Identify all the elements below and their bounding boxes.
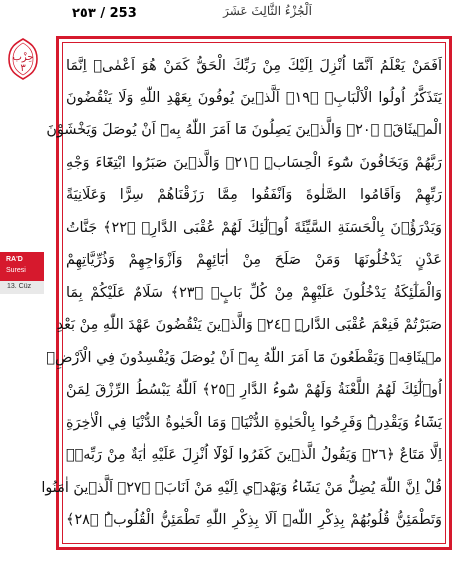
text-line-10: م۪يثَاقِه۪ وَيَقْطَعُونَ مَٓا اَمَرَ اللّٰهُ بِه۪ٓ اَنْ يُوصَلَ وَيُفْسِدُونَ فِي الْاَرْضِۙ [46, 350, 442, 366]
text-line-1: اَفَمَنْ يَعْلَمُ اَنَّمَٓا اُنْزِلَ اِلَيْكَ مِنْ رَبِّكَ الْحَقُّ كَمَنْ هُوَ اَعْمٰىۜ اِنَّمَا [66, 58, 442, 74]
juz-header: اَلْجُزْءُ الثَّالِثَ عَشَرَ [223, 4, 312, 18]
text-line-12: يَشَٓاءُ وَيَقْدِرُۜ وَفَرِحُوا بِالْحَيٰوةِ الدُّنْيَاۜ وَمَا الْحَيٰوةُ الدُّنْيَا فِي الْاٰخِرَةِ [66, 415, 442, 431]
text-line-3: الْم۪يثَاقَۙ ﴿٢٠﴾ وَالَّذ۪ينَ يَصِلُونَ مَٓا اَمَرَ اللّٰهُ بِه۪ٓ اَنْ يُوصَلَ وَيَخْشَوْنَ [46, 122, 442, 138]
hizb-label: حِزْب ٣ [12, 52, 34, 74]
juz-label: 13. Cüz [7, 283, 32, 290]
quran-text-block [41, 50, 442, 538]
surah-subtitle: Suresi [6, 267, 26, 274]
text-line-4: رَبَّهُمْ وَيَخَافُونَ سُٓوءَ الْحِسَابِۜ ﴿٢١﴾ وَالَّذ۪ينَ صَبَرُوا ابْتِغَٓاءَ وَجْهِ [66, 155, 442, 171]
text-line-5: رَبِّهِمْ وَاَقَامُوا الصَّلٰوةَ وَاَنْفَقُوا مِمَّا رَزَقْنَاهُمْ سِرًّا وَعَلَانِيَةً [66, 187, 442, 203]
text-line-2: يَتَذَكَّرُ اُولُوا الْاَلْبَابِۙ ﴿١٩﴾ اَلَّذ۪ينَ يُوفُونَ بِعَهْدِ اللّٰهِ وَلَا يَنْقُضُونَ [66, 90, 442, 106]
text-line-15: وَتَطْمَئِنُّ قُلُوبُهُمْ بِذِكْرِ اللّٰهِۜ اَلَا بِذِكْرِ اللّٰهِ تَطْمَئِنُّ الْقُلُوبُۜ ﴿٢٨﴾ [66, 512, 442, 528]
page-number: ٢٥٣ / 253 [72, 6, 137, 21]
text-line-13: اِلَّا مَتَاعٌ ﴿٢٦﴾ وَيَقُولُ الَّذ۪ينَ كَفَرُوا لَوْلَٓا اُنْزِلَ عَلَيْهِ اٰيَةٌ مِنْ رَبِّه۪ۜ [66, 447, 442, 463]
text-line-8: وَالْمَلٰٓئِكَةُ يَدْخُلُونَ عَلَيْهِمْ مِنْ كُلِّ بَابٍۚ ﴿٢٣﴾ سَلَامٌ عَلَيْكُمْ بِمَا [66, 285, 442, 301]
text-line-9: صَبَرْتُمْ فَنِعْمَ عُقْبَى الدَّارِۜ ﴿٢٤﴾ وَالَّذ۪ينَ يَنْقُضُونَ عَهْدَ اللّٰهِ مِنْ بَعْدِ [56, 317, 442, 333]
text-line-11: اُو۬لٰٓئِكَ لَهُمُ اللَّعْنَةُ وَلَهُمْ سُٓوءُ الدَّارِ ﴿٢٥﴾ اَللّٰهُ يَبْسُطُ الرِّزْقَ لِمَنْ [66, 382, 442, 398]
text-line-6: وَيَدْرَؤُ۫نَ بِالْحَسَنَةِ السَّيِّئَةَ اُو۬لٰٓئِكَ لَهُمْ عُقْبَى الدَّارِۙ ﴿٢٢﴾ جَنَّاتُ [66, 220, 442, 236]
text-line-7: عَدْنٍ يَدْخُلُونَهَا وَمَنْ صَلَحَ مِنْ اٰبَٓائِهِمْ وَاَزْوَاجِهِمْ وَذُرِّيَّاتِهِمْ [66, 252, 442, 268]
surah-name: RA'D [6, 256, 23, 263]
text-line-14: قُلْ اِنَّ اللّٰهَ يُضِلُّ مَنْ يَشَٓاءُ وَيَهْد۪ٓي اِلَيْهِ مَنْ اَنَابَۚ ﴿٢٧﴾ اَلَّذ۪ينَ اٰمَنُوا [41, 480, 442, 496]
